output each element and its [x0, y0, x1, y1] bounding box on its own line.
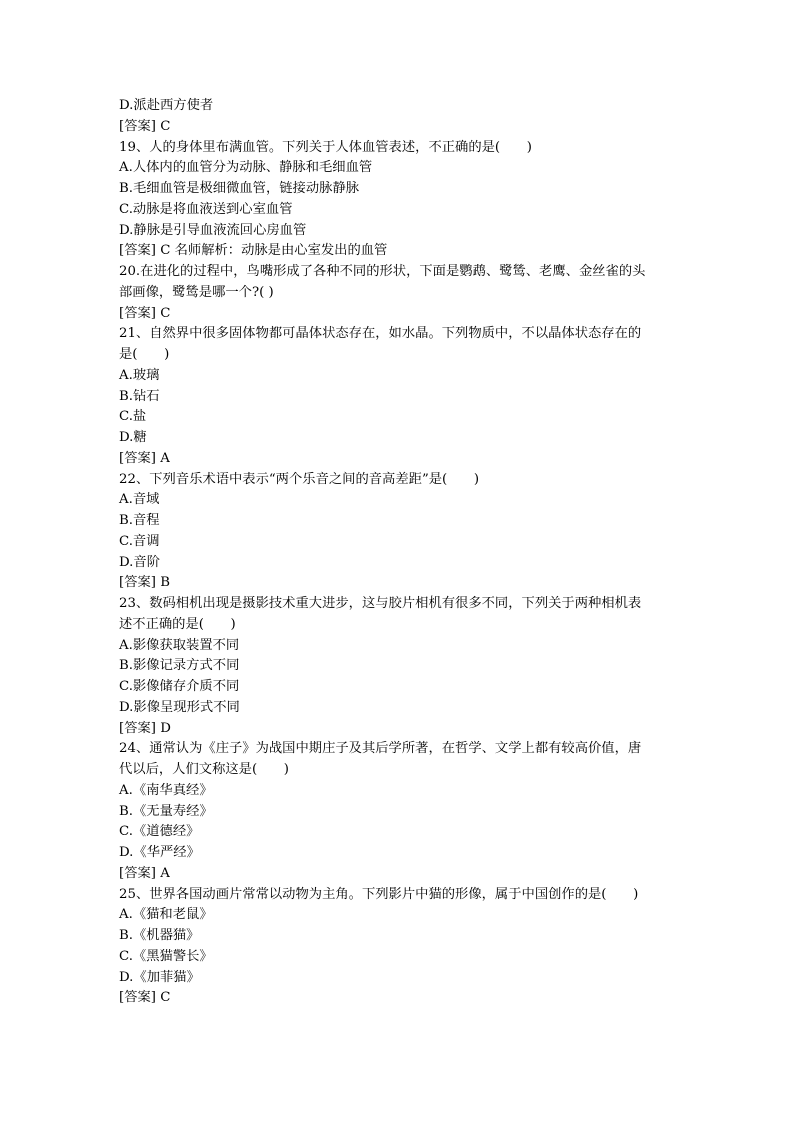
question-22: 22、下列音乐术语中表示“两个乐音之间的音高差距”是( )	[119, 471, 480, 487]
option-a-q23: A.影像获取装置不同	[119, 637, 240, 653]
option-b-q24: B.《无量寿经》	[119, 803, 213, 819]
question-24-line-2: 代以后，人们文称这是( )	[119, 762, 289, 777]
option-d-q22: D.音阶	[119, 554, 161, 570]
option-c-q24: C.《道德经》	[119, 824, 200, 840]
question-19: 19、人的身体里布满血管。下列关于人体血管表述，不正确的是( )	[119, 139, 532, 155]
question-23-line-2: 述不正确的是( )	[119, 616, 236, 632]
question-20-line-2: 部画像，鹭鸶是哪一个?( )	[119, 284, 274, 300]
answer-q22: [答案] B	[119, 575, 170, 591]
option-a-q25: A.《猫和老鼠》	[119, 907, 213, 923]
option-a-q22: A.音域	[119, 492, 160, 508]
option-c-q21: C.盐	[119, 409, 147, 425]
option-c-q25: C.《黑猫警长》	[119, 948, 213, 964]
question-21-line-1: 21、自然界中很多固体物都可晶体状态存在，如水晶。下列物质中，不以晶体状态存在的	[119, 326, 642, 342]
document-body	[119, 96, 679, 1009]
option-b-q19: B.毛细血管是极细微血管，链接动脉静脉	[119, 181, 360, 196]
option-a-q24: A.《南华真经》	[119, 782, 213, 798]
answer-q21: [答案] A	[119, 450, 170, 466]
option-c-q22: C.音调	[119, 533, 160, 549]
option-d-q25: D.《加菲猫》	[119, 969, 200, 985]
answer-q24: [答案] A	[119, 865, 170, 881]
option-d-q18: D.派赴西方使者	[119, 98, 214, 113]
option-b-q25: B.《机器猫》	[119, 928, 200, 943]
question-21-line-2: 是( )	[119, 347, 170, 362]
option-d-q24: D.《华严经》	[119, 845, 200, 860]
answer-q18: [答案] C	[119, 118, 171, 134]
option-d-q21: D.糖	[119, 430, 147, 445]
answer-q19: [答案] C 名师解析：动脉是由心室发出的血管	[119, 243, 388, 259]
answer-q23: [答案] D	[119, 720, 171, 736]
option-d-q19: D.静脉是引导血液流回心房血管	[119, 222, 307, 238]
option-b-q23: B.影像记录方式不同	[119, 658, 240, 674]
option-a-q19: A.人体内的血管分为动脉、静脉和毛细血管	[119, 160, 373, 176]
option-c-q19: C.动脉是将血液送到心室血管	[119, 201, 293, 217]
answer-q25: [答案] C	[119, 990, 171, 1006]
option-b-q21: B.钻石	[119, 388, 160, 404]
question-23-line-1: 23、数码相机出现是摄影技术重大进步，这与胶片相机有很多不同，下列关于两种相机表	[119, 596, 642, 611]
option-a-q21: A.玻璃	[119, 367, 160, 383]
option-d-q23: D.影像呈现形式不同	[119, 699, 240, 715]
question-24-line-1: 24、通常认为《庄子》为战国中期庄子及其后学所著，在哲学、文学上都有较高价值，唐	[119, 741, 642, 757]
answer-q20: [答案] C	[119, 305, 171, 321]
question-20-line-1: 20.在进化的过程中，鸟嘴形成了各种不同的形状，下面是鹦鹉、鹭鸶、老鹰、金丝雀的头	[119, 264, 646, 279]
question-25: 25、世界各国动画片常常以动物为主角。下列影片中猫的形像，属于中国创作的是( )	[119, 886, 639, 902]
option-c-q23: C.影像储存介质不同	[119, 679, 240, 694]
option-b-q22: B.音程	[119, 513, 160, 528]
